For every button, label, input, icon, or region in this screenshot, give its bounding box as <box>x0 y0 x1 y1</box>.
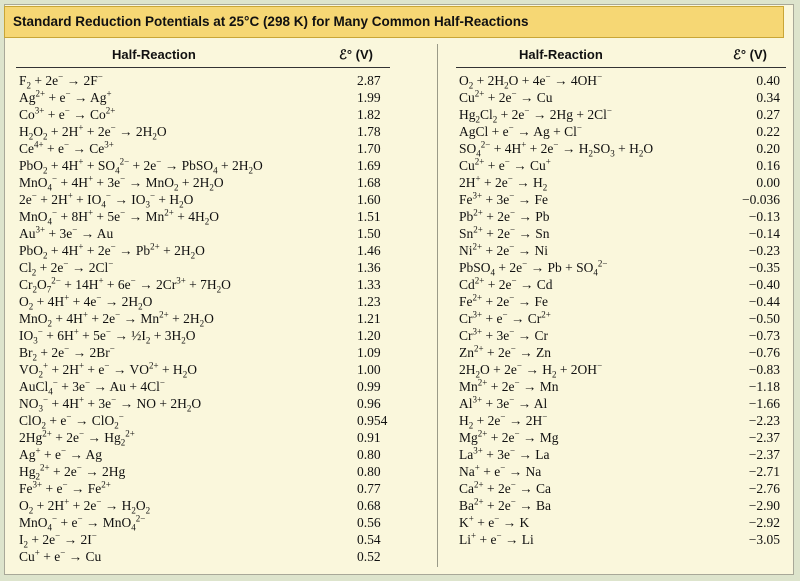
left-half-reaction-header: Half-Reaction <box>112 47 196 62</box>
potential-value: −1.18 <box>748 379 780 394</box>
potential-value: 0.40 <box>756 73 780 88</box>
table-row <box>459 259 780 276</box>
table-row: $PbO_2 + 4H^+ + 2e^- \to Pb^{2+} + 2H_2O$ 1.46 <box>19 241 381 261</box>
half-reaction: $Fe^{3+} + e^- \to Fe^{2+}$ <box>19 479 111 496</box>
table-row <box>459 344 780 361</box>
half-reaction: Cu+ + e− → Cu <box>19 547 102 564</box>
table-row: $MnO_4^- + 4H^+ + 3e^- \to MnO_2 + 2H_2O$ 1.68 <box>19 173 381 193</box>
potential-value: −2.71 <box>748 464 780 479</box>
half-reaction: $Cr^{3+} + e^- \to Cr^{2+}$ <box>459 309 551 326</box>
right-potential-header: ℰ° (V) <box>733 47 768 62</box>
table-row <box>459 157 780 174</box>
half-reaction: $O_2 + 2H^+ + 2e^- \to H_2O_2$ <box>19 496 151 516</box>
half-reaction: $PbO_2 + 4H^+ + SO_4^{2-} + 2e^-$ → PbSO$_4$ + $2H_2O$ <box>19 156 263 176</box>
half-reaction: $Cl_2 + 2e^- \to 2Cl^-$ <box>19 258 114 278</box>
table-row: $Ag^{2+} + e^- \to Ag^+$ 1.99 <box>19 88 381 105</box>
half-reaction: Li+ + e− → Li <box>459 530 534 547</box>
table-row <box>459 276 780 293</box>
half-reaction: $H_2O_2 + 2H^+ + 2e^- \to 2H_2O$ <box>19 122 167 142</box>
table-row: $Co^{3+} + e^- \to Co^{2+}$ 1.82 <box>19 105 381 122</box>
potential-value: 0.20 <box>756 141 780 156</box>
half-reaction: $Fe^{2+} + 2e^- \to Fe$ <box>459 292 549 309</box>
half-reaction: $Ni^{2+} + 2e^- \to Ni$ <box>459 241 549 258</box>
table-row: $Cr_2O_7^{2-} + 14H^+ + 6e^- \to 2Cr^{3+} + 7H_2O$ 1.33 <box>19 275 381 295</box>
table-row: $Hg_2^{2+} + 2e^- \to 2Hg$ 0.80 <box>19 462 381 482</box>
half-reaction: $Ag^{2+} + e^- \to Ag^+$ <box>19 88 112 105</box>
potential-value: −0.40 <box>748 277 780 292</box>
right-column <box>459 72 780 548</box>
potential-value: −0.13 <box>748 209 780 224</box>
table-row: ClO$_2$ + e− → ClO$_2$− 0.954 <box>19 411 388 431</box>
potential-value: −3.05 <box>748 532 780 547</box>
left-column <box>19 72 419 565</box>
table-row <box>459 242 780 259</box>
half-reaction: $La^{3+} + 3e^- \to La$ <box>459 445 550 462</box>
half-reaction: PbSO$_4$ + $2e^- \to Pb + SO_4^{2-}$ <box>459 258 608 278</box>
half-reaction: $2H_2O + 2e^- \to H_2 + 2OH^-$ <box>459 360 603 380</box>
half-reaction: $2e^- + 2H^+ + IO_4^- \to IO_3^- + H_2O$ <box>19 190 194 210</box>
table-row <box>459 480 780 497</box>
potential-value: −0.50 <box>748 311 780 326</box>
table-row: $Br_2 + 2e^- \to 2Br^-$ 1.09 <box>19 343 381 363</box>
table-row: $O_2 + 2H^+ + 2e^- \to H_2O_2$ 0.68 <box>19 496 381 516</box>
half-reaction: $Co^{3+} + e^- \to Co^{2+}$ <box>19 105 116 122</box>
table-row: $MnO_4^- + 8H^+ + 5e^- \to Mn^{2+} + 4H_2O$ 1.51 <box>19 207 381 227</box>
table-row: $Cl_2 + 2e^- \to 2Cl^-$ 1.36 <box>19 258 381 278</box>
potential-value: −0.14 <box>748 226 780 241</box>
table-row: $2e^- + 2H^+ + IO_4^- \to IO_3^- + H_2O$ 1.60 <box>19 190 381 210</box>
table-row <box>459 497 780 514</box>
potential-value: −0.73 <box>748 328 780 343</box>
half-reaction: Na+ + e− → Na <box>459 462 542 479</box>
table-row: $Au^{3+} + 3e^- \to Au$ 1.50 <box>19 224 381 241</box>
table-row <box>459 293 780 310</box>
table-row <box>459 378 780 395</box>
table-row <box>459 72 780 89</box>
potential-value: 0.22 <box>756 124 780 139</box>
half-reaction: $2H^+ + 2e^- \to H_2$ <box>459 173 548 193</box>
table-row <box>459 310 780 327</box>
half-reaction: $Mn^{2+} + 2e^- \to Mn$ <box>459 377 559 394</box>
table-row <box>459 174 780 191</box>
table-row: $H_2O_2 + 2H^+ + 2e^- \to 2H_2O$ 1.78 <box>19 122 381 142</box>
table-row: $I_2 + 2e^- \to 2I^-$ 0.54 <box>19 530 381 550</box>
half-reaction: $Au^{3+} + 3e^- \to Au$ <box>19 224 114 241</box>
potential-value: −2.37 <box>748 447 780 462</box>
half-reaction: $O_2 + 4H^+ + 4e^- \to 2H_2O$ <box>19 292 153 312</box>
table-row <box>459 463 780 480</box>
table-row: $PbO_2 + 4H^+ + SO_4^{2-} + 2e^-$ → PbSO$_4$ + $2H_2O$ 1.69 <box>19 156 381 176</box>
potential-value: −0.036 <box>742 192 780 207</box>
table-row: $Ce^{4+} + e^- \to Ce^{3+}$ 1.70 <box>19 139 381 156</box>
half-reaction: $F_2 + 2e^- \to 2F^-$ <box>19 71 103 91</box>
table-row <box>459 446 780 463</box>
table-row <box>459 140 780 157</box>
table-row <box>459 106 780 123</box>
potential-value: −1.66 <box>748 396 780 411</box>
table-row: $MnO_2 + 4H^+ + 2e^- \to Mn^{2+} + 2H_2O$ 1.21 <box>19 309 381 329</box>
potential-value: −2.76 <box>748 481 780 496</box>
half-reaction: $Cr^{3+} + 3e^- \to Cr$ <box>459 326 549 343</box>
table-row <box>459 361 780 378</box>
table-row <box>459 429 780 446</box>
table-row: $2Hg^{2+} + 2e^- \to Hg_2^{2+}$ 0.91 <box>19 428 381 448</box>
half-reaction: AgCl + e− → Ag + Cl− <box>459 122 582 139</box>
column-divider <box>437 44 438 567</box>
half-reaction: $Pb^{2+} + 2e^- \to Pb$ <box>459 207 550 224</box>
table-row <box>459 327 780 344</box>
half-reaction: Ag+ + e− → Ag <box>19 445 103 462</box>
half-reaction: K+ + e− → K <box>459 513 530 530</box>
table-row: $VO_2^+ + 2H^+ + e^- \to VO^{2+} + H_2O$ 1.00 <box>19 360 381 380</box>
half-reaction: $Fe^{3+} + 3e^- \to Fe$ <box>459 190 549 207</box>
table-row: AuCl$_4$− + 3e− → Au + 4Cl− 0.99 <box>19 377 381 397</box>
potential-value: −2.90 <box>748 498 780 513</box>
table-row <box>459 514 780 531</box>
potential-value: −2.92 <box>748 515 780 530</box>
half-reaction: $Cu^{2+} + e^- \to Cu^+$ <box>459 156 551 173</box>
potential-value: −0.35 <box>748 260 780 275</box>
table-row <box>459 123 780 140</box>
half-reaction: $Hg_2^{2+} + 2e^- \to 2Hg$ <box>19 462 126 482</box>
half-reaction: $H_2 + 2e^- \to 2H^-$ <box>459 411 548 431</box>
half-reaction: $NO_3^- + 4H^+ + 3e^-$ → NO + $2H_2O$ <box>19 394 202 414</box>
table-row <box>459 531 780 548</box>
potential-value: 0.16 <box>756 158 780 173</box>
table-row <box>459 225 780 242</box>
table-row: $Fe^{3+} + e^- \to Fe^{2+}$ 0.77 <box>19 479 381 496</box>
potential-value: −0.83 <box>748 362 780 377</box>
potential-value: −0.76 <box>748 345 780 360</box>
left-header-rule <box>16 67 390 68</box>
half-reaction: $Cr_2O_7^{2-} + 14H^+ + 6e^- \to 2Cr^{3+} + 7H_2O$ <box>19 275 231 295</box>
half-reaction: $Ce^{4+} + e^- \to Ce^{3+}$ <box>19 139 114 156</box>
half-reaction: $2Hg^{2+} + 2e^- \to Hg_2^{2+}$ <box>19 428 135 448</box>
right-half-reaction-header: Half-Reaction <box>519 47 603 62</box>
potential-value: 0.34 <box>756 90 780 105</box>
half-reaction: $Cu^{2+} + 2e^- \to Cu$ <box>459 88 553 105</box>
half-reaction: $Ca^{2+} + 2e^- \to Ca$ <box>459 479 552 496</box>
table-row: $F_2 + 2e^- \to 2F^-$ 2.87 <box>19 71 381 91</box>
half-reaction: $Al^{3+} + 3e^- \to Al$ <box>459 394 548 411</box>
half-reaction: $Zn^{2+} + 2e^- \to Zn$ <box>459 343 552 360</box>
half-reaction: ClO$_2$ + e− → ClO$_2$− <box>19 411 124 431</box>
potential-value: −0.23 <box>748 243 780 258</box>
half-reaction: MnO$_4$− + e− → MnO$_4^{2-}$ <box>19 513 146 533</box>
half-reaction: $MnO_4^- + 4H^+ + 3e^- \to MnO_2 + 2H_2O$ <box>19 173 224 193</box>
table-row <box>459 395 780 412</box>
half-reaction: $Cd^{2+} + 2e^- \to Cd$ <box>459 275 553 292</box>
half-reaction: $PbO_2 + 4H^+ + 2e^- \to Pb^{2+} + 2H_2O$ <box>19 241 205 261</box>
table-row <box>459 412 780 429</box>
half-reaction: $Ba^{2+} + 2e^- \to Ba$ <box>459 496 552 513</box>
table-row <box>459 89 780 106</box>
table-row: $O_2 + 4H^+ + 4e^- \to 2H_2O$ 1.23 <box>19 292 381 312</box>
half-reaction: $Hg_2Cl_2 + 2e^- \to 2Hg + 2Cl^-$ <box>459 105 612 125</box>
half-reaction: $O_2 + 2H_2O + 4e^- \to 4OH^-$ <box>459 71 603 91</box>
half-reaction: $MnO_4^- + 8H^+ + 5e^- \to Mn^{2+} + 4H_2O$ <box>19 207 219 227</box>
half-reaction: $Mg^{2+} + 2e^- \to Mg$ <box>459 428 559 445</box>
half-reaction: $IO_3^- + 6H^+ + 5e^-$ → $\frac{1}{2}I_2 + 3H_2O$ <box>19 326 196 346</box>
potential-value: 0.00 <box>756 175 780 190</box>
table-row: MnO$_4$− + e− → MnO$_4^{2-}$ 0.56 <box>19 513 381 533</box>
potential-value: 0.27 <box>756 107 780 122</box>
half-reaction: $Sn^{2+} + 2e^- \to Sn$ <box>459 224 550 241</box>
half-reaction: AuCl$_4$− + 3e− → Au + 4Cl− <box>19 377 165 397</box>
right-header-rule <box>456 67 786 68</box>
potential-value: −2.37 <box>748 430 780 445</box>
potential-value: −0.44 <box>748 294 780 309</box>
half-reaction: $Br_2 + 2e^- \to 2Br^-$ <box>19 343 115 363</box>
table-row <box>459 191 780 208</box>
left-potential-header: ℰ° (V) <box>339 47 374 62</box>
table-row: $IO_3^- + 6H^+ + 5e^-$ → $\frac{1}{2}I_2 + 3H_2O$ 1.20 <box>19 326 381 346</box>
table-row: Cu+ + e− → Cu 0.52 <box>19 547 381 564</box>
table-row: Ag+ + e− → Ag 0.80 <box>19 445 381 462</box>
half-reaction: $VO_2^+ + 2H^+ + e^- \to VO^{2+} + H_2O$ <box>19 360 197 380</box>
half-reaction: $SO_4^{2-} + 4H^+ + 2e^- \to H_2SO_3 + H_2O$ <box>459 139 654 159</box>
potential-value: −2.23 <box>748 413 780 428</box>
table-title: Standard Reduction Potentials at 25°C (298 K) for Many Common Half-Reactions <box>4 6 784 38</box>
half-reaction: $MnO_2 + 4H^+ + 2e^- \to Mn^{2+} + 2H_2O$ <box>19 309 214 329</box>
table-row: $NO_3^- + 4H^+ + 3e^-$ → NO + $2H_2O$ 0.96 <box>19 394 381 414</box>
half-reaction: $I_2 + 2e^- \to 2I^-$ <box>19 530 97 550</box>
table-row <box>459 208 780 225</box>
